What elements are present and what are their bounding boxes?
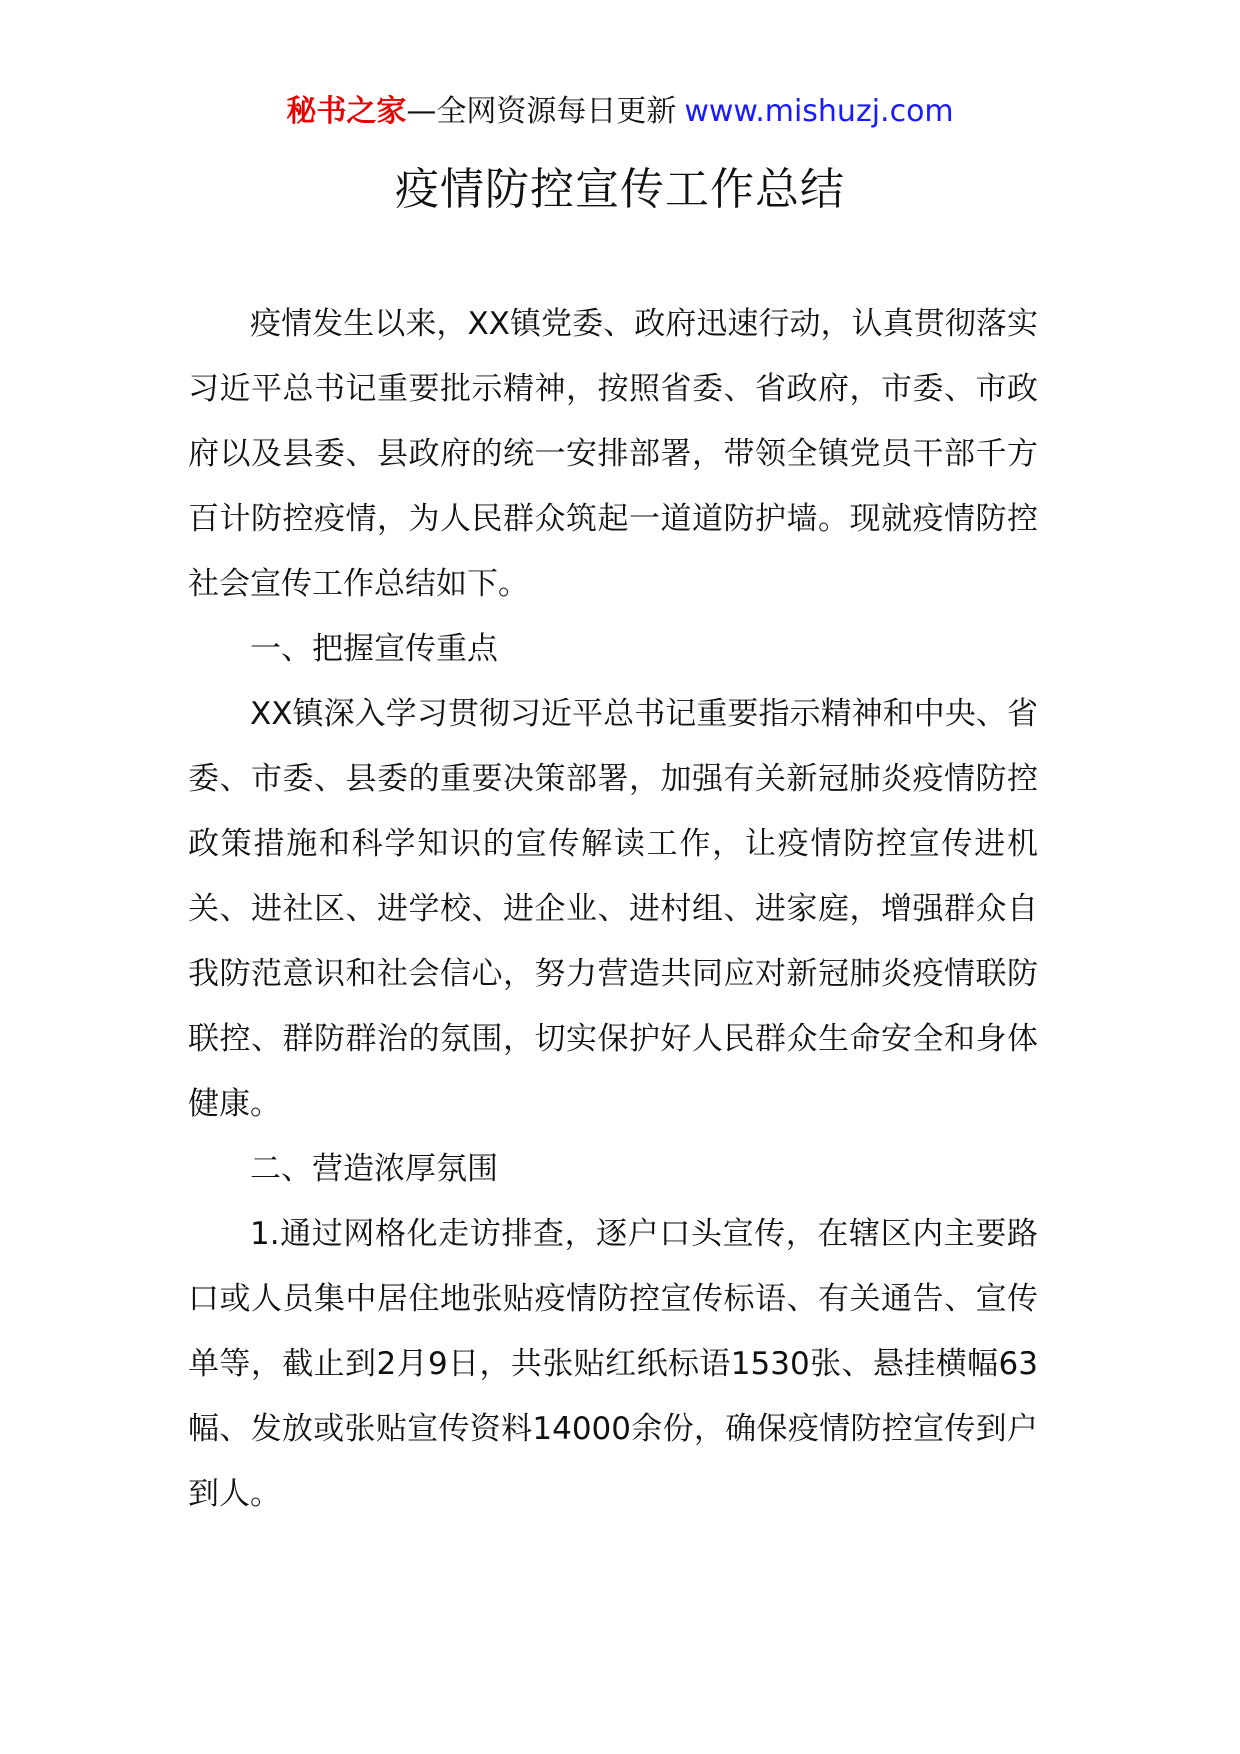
header-slogan: —全网资源每日更新 xyxy=(406,94,677,129)
intro-paragraph: 疫情发生以来，XX镇党委、政府迅速行动，认真贯彻落实习近平总书记重要批示精神，按照省委、省政府，市委、市政府以及县委、县政府的统一安排部署，带领全镇党员干部千方百计防控疫情，为人民群众筑起一道道防护墙。现就疫情防控社会宣传工作总结如下。 xyxy=(188,306,1038,602)
section-1-paragraph: XX镇深入学习贯彻习近平总书记重要指示精神和中央、省委、市委、县委的重要决策部署，加强有关新冠肺炎疫情防控政策措施和科学知识的宣传解读工作，让疫情防控宣传进机关、进社区、进学校、进企业、进村组、进家庭，增强群众自我防范意识和社会信心，努力营造共同应对新冠肺炎疫情联防联控、群防群治的氛围，切实保护好人民群众生命安全和身体健康。 xyxy=(188,696,1038,1122)
document-title: 疫情防控宣传工作总结 xyxy=(395,164,845,215)
brand-name: 秘书之家 xyxy=(286,94,407,129)
site-header xyxy=(0,92,1240,132)
document-body xyxy=(188,292,1038,1527)
section-2-item-1: 1.通过网格化走访排查，逐户口头宣传，在辖区内主要路口或人员集中居住地张贴疫情防控宣传标语、有关通告、宣传单等，截止到2月9日，共张贴红纸标语1530张、悬挂横幅63幅、发放或张贴宣传资料14000余份，确保疫情防控宣传到户到人。 xyxy=(188,1216,1038,1512)
site-url-link[interactable]: www.mishuzj.com xyxy=(684,94,954,129)
section-heading-1: 一、把握宣传重点 xyxy=(250,631,498,667)
section-heading-2: 二、营造浓厚氛围 xyxy=(250,1151,498,1187)
